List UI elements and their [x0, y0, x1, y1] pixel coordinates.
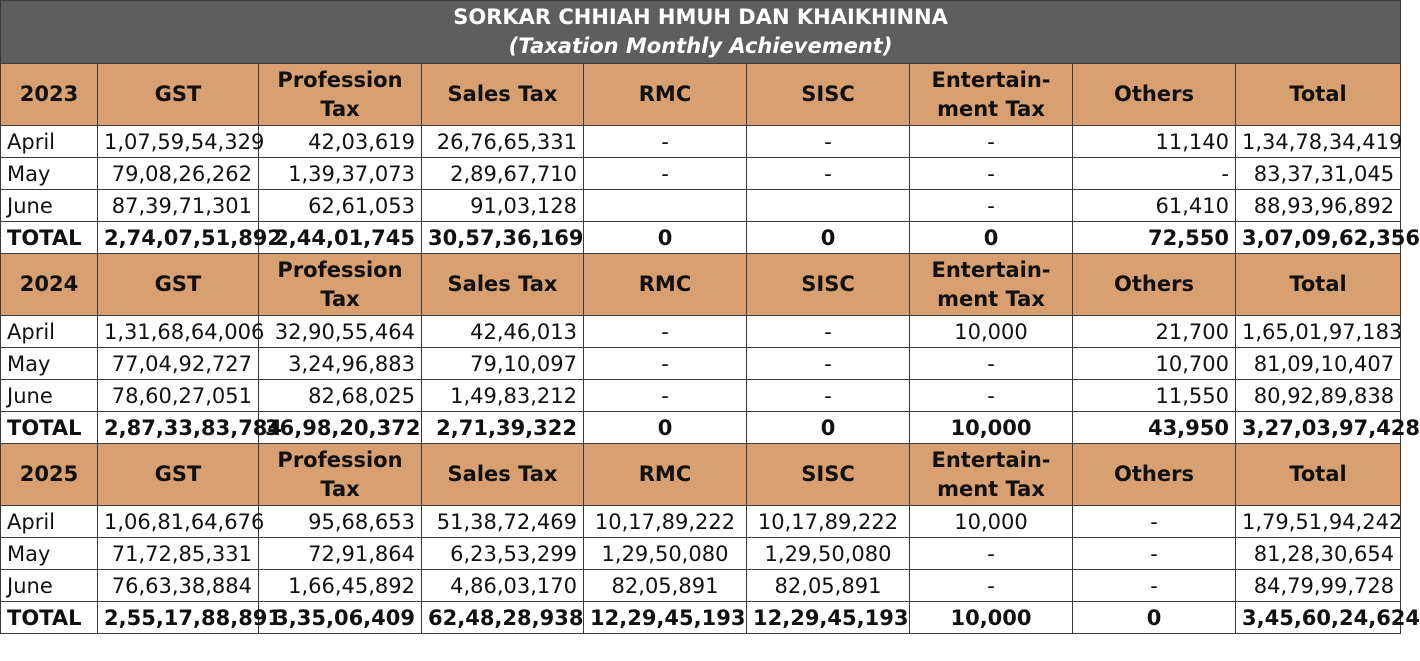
table-cell: 61,410	[1073, 190, 1236, 222]
table-cell: 0	[910, 222, 1073, 254]
month-label: May	[1, 158, 98, 190]
table-cell: 32,90,55,464	[259, 316, 422, 348]
table-cell: 2,44,01,745	[259, 222, 422, 254]
column-header: RMC	[584, 254, 747, 316]
table-cell: -	[747, 380, 910, 412]
table-cell: 1,06,81,64,676	[98, 506, 259, 538]
table-cell: 88,93,96,892	[1236, 190, 1401, 222]
table-cell: 71,72,85,331	[98, 538, 259, 570]
table-cell: -	[747, 158, 910, 190]
section-year: 2025	[1, 444, 98, 506]
table-cell: 26,76,65,331	[422, 126, 584, 158]
month-label: June	[1, 380, 98, 412]
table-cell: -	[584, 348, 747, 380]
table-cell: 0	[1073, 602, 1236, 634]
table-row	[1, 316, 1401, 348]
page-title: SORKAR CHHIAH HMUH DAN KHAIKHINNA	[453, 5, 948, 29]
table-cell: 1,79,51,94,242	[1236, 506, 1401, 538]
column-header: Entertain-ment Tax	[910, 254, 1073, 316]
table-cell: 11,550	[1073, 380, 1236, 412]
table-cell: 12,29,45,193	[747, 602, 910, 634]
table-cell: 2,89,67,710	[422, 158, 584, 190]
month-label: May	[1, 538, 98, 570]
table-row	[1, 538, 1401, 570]
total-row	[1, 602, 1401, 634]
table-cell: -	[1073, 538, 1236, 570]
total-row	[1, 412, 1401, 444]
table-cell: 82,68,025	[259, 380, 422, 412]
column-header: Others	[1073, 254, 1236, 316]
title-cell	[1, 1, 1401, 64]
table-cell: 3,35,06,409	[259, 602, 422, 634]
table-cell: 2,71,39,322	[422, 412, 584, 444]
column-header: Sales Tax	[422, 444, 584, 506]
table-cell: 10,000	[910, 316, 1073, 348]
table-row	[1, 348, 1401, 380]
table-cell: 0	[747, 222, 910, 254]
table-row	[1, 506, 1401, 538]
section-year: 2023	[1, 64, 98, 126]
table-cell: 1,29,50,080	[584, 538, 747, 570]
section-header-row	[1, 444, 1401, 506]
total-label: TOTAL	[1, 222, 98, 254]
table-cell: 0	[747, 412, 910, 444]
table-cell: -	[910, 380, 1073, 412]
table-cell: 10,17,89,222	[584, 506, 747, 538]
column-header: SISC	[747, 254, 910, 316]
table-row	[1, 126, 1401, 158]
table-cell: -	[910, 538, 1073, 570]
table-cell: -	[747, 348, 910, 380]
table-cell: 3,07,09,62,356	[1236, 222, 1401, 254]
table-cell: 1,49,83,212	[422, 380, 584, 412]
page-subtitle: (Taxation Monthly Achievement)	[508, 34, 893, 58]
total-row	[1, 222, 1401, 254]
table-cell	[584, 190, 747, 222]
month-label: April	[1, 506, 98, 538]
column-header: Total	[1236, 444, 1401, 506]
table-cell: 36,98,20,372	[259, 412, 422, 444]
table-cell: 11,140	[1073, 126, 1236, 158]
column-header: SISC	[747, 64, 910, 126]
column-header: Total	[1236, 64, 1401, 126]
table-cell: 82,05,891	[584, 570, 747, 602]
table-cell: 3,24,96,883	[259, 348, 422, 380]
table-cell: 91,03,128	[422, 190, 584, 222]
table-cell: 42,03,619	[259, 126, 422, 158]
table-cell: -	[1073, 570, 1236, 602]
column-header: SISC	[747, 444, 910, 506]
total-label: TOTAL	[1, 412, 98, 444]
column-header: Profession Tax	[259, 444, 422, 506]
table-cell: -	[584, 380, 747, 412]
table-cell: 87,39,71,301	[98, 190, 259, 222]
month-label: April	[1, 316, 98, 348]
table-cell: -	[910, 348, 1073, 380]
table-cell: 80,92,89,838	[1236, 380, 1401, 412]
table-cell: 79,08,26,262	[98, 158, 259, 190]
table-cell: 3,27,03,97,428	[1236, 412, 1401, 444]
table-cell: 10,000	[910, 506, 1073, 538]
total-label: TOTAL	[1, 602, 98, 634]
table-cell: 2,87,33,83,784	[98, 412, 259, 444]
table-cell: 81,28,30,654	[1236, 538, 1401, 570]
table-cell: -	[584, 158, 747, 190]
table-cell: 1,29,50,080	[747, 538, 910, 570]
table-row	[1, 158, 1401, 190]
column-header: GST	[98, 64, 259, 126]
column-header: Sales Tax	[422, 254, 584, 316]
table-cell: 10,17,89,222	[747, 506, 910, 538]
table-cell: -	[910, 158, 1073, 190]
table-cell: 0	[584, 222, 747, 254]
table-row	[1, 190, 1401, 222]
month-label: June	[1, 190, 98, 222]
table-cell: -	[1073, 158, 1236, 190]
column-header: Total	[1236, 254, 1401, 316]
column-header: Others	[1073, 444, 1236, 506]
table-cell: -	[910, 190, 1073, 222]
table-cell: 1,34,78,34,419	[1236, 126, 1401, 158]
table-cell: 1,65,01,97,183	[1236, 316, 1401, 348]
section-header-row	[1, 64, 1401, 126]
table-cell: 62,48,28,938	[422, 602, 584, 634]
table-cell: 84,79,99,728	[1236, 570, 1401, 602]
column-header: Profession Tax	[259, 64, 422, 126]
column-header: Entertain-ment Tax	[910, 64, 1073, 126]
table-cell: 12,29,45,193	[584, 602, 747, 634]
table-cell: 4,86,03,170	[422, 570, 584, 602]
table-cell: 83,37,31,045	[1236, 158, 1401, 190]
column-header: Profession Tax	[259, 254, 422, 316]
section-header-row	[1, 254, 1401, 316]
table-cell: 0	[584, 412, 747, 444]
table-cell: -	[747, 316, 910, 348]
table-cell: 3,45,60,24,624	[1236, 602, 1401, 634]
table-cell: 1,31,68,64,006	[98, 316, 259, 348]
table-cell: 62,61,053	[259, 190, 422, 222]
table-cell: 21,700	[1073, 316, 1236, 348]
table-cell: -	[1073, 506, 1236, 538]
table-cell: 72,550	[1073, 222, 1236, 254]
table-cell: 95,68,653	[259, 506, 422, 538]
month-label: June	[1, 570, 98, 602]
table-cell: 10,000	[910, 602, 1073, 634]
table-cell	[747, 190, 910, 222]
column-header: GST	[98, 444, 259, 506]
column-header: GST	[98, 254, 259, 316]
column-header: Sales Tax	[422, 64, 584, 126]
table-cell: 78,60,27,051	[98, 380, 259, 412]
table-cell: -	[584, 316, 747, 348]
column-header: Others	[1073, 64, 1236, 126]
table-cell: 2,74,07,51,892	[98, 222, 259, 254]
table-cell: 72,91,864	[259, 538, 422, 570]
month-label: May	[1, 348, 98, 380]
table-cell: -	[910, 126, 1073, 158]
table-row	[1, 380, 1401, 412]
table-cell: 1,07,59,54,329	[98, 126, 259, 158]
table-cell: 82,05,891	[747, 570, 910, 602]
table-row	[1, 570, 1401, 602]
table-cell: 1,66,45,892	[259, 570, 422, 602]
table-cell: 43,950	[1073, 412, 1236, 444]
title-row	[1, 1, 1401, 64]
section-year: 2024	[1, 254, 98, 316]
table-cell: 6,23,53,299	[422, 538, 584, 570]
column-header: RMC	[584, 444, 747, 506]
table-cell: 30,57,36,169	[422, 222, 584, 254]
month-label: April	[1, 126, 98, 158]
table-cell: -	[747, 126, 910, 158]
table-cell: 77,04,92,727	[98, 348, 259, 380]
table-cell: -	[584, 126, 747, 158]
table-cell: 79,10,097	[422, 348, 584, 380]
table-cell: 2,55,17,88,891	[98, 602, 259, 634]
table-cell: 76,63,38,884	[98, 570, 259, 602]
table-cell: -	[910, 570, 1073, 602]
table-cell: 42,46,013	[422, 316, 584, 348]
table-cell: 10,000	[910, 412, 1073, 444]
column-header: RMC	[584, 64, 747, 126]
table-cell: 1,39,37,073	[259, 158, 422, 190]
table-cell: 10,700	[1073, 348, 1236, 380]
table-cell: 51,38,72,469	[422, 506, 584, 538]
table-cell: 81,09,10,407	[1236, 348, 1401, 380]
column-header: Entertain-ment Tax	[910, 444, 1073, 506]
